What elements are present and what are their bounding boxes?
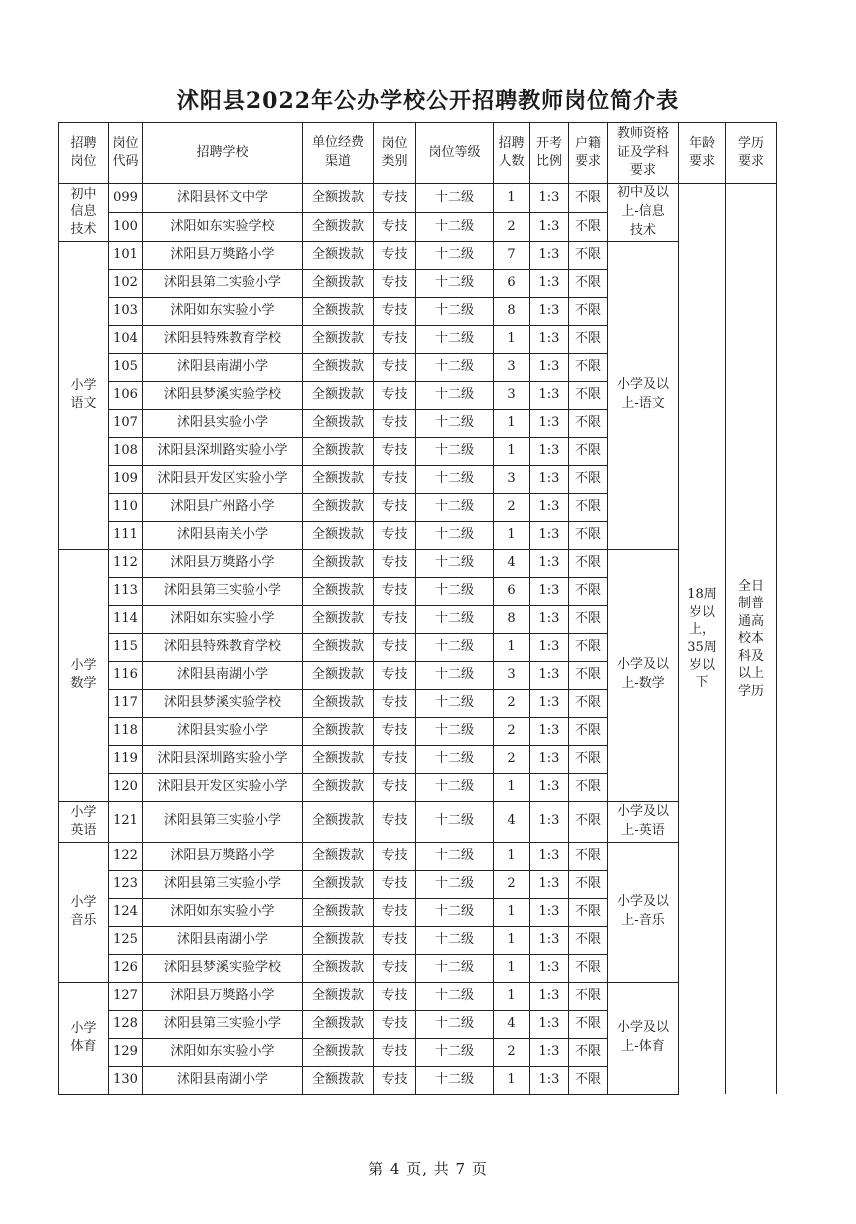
category-cell: 专技 <box>374 325 416 353</box>
school-cell: 沭阳县实验小学 <box>143 409 303 437</box>
count-cell: 2 <box>494 870 530 898</box>
grade-cell: 十二级 <box>416 381 494 409</box>
school-cell: 沭阳县特殊教育学校 <box>143 633 303 661</box>
school-cell: 沭阳县万獎路小学 <box>143 241 303 269</box>
code-cell: 110 <box>109 493 143 521</box>
code-cell: 108 <box>109 437 143 465</box>
count-cell: 1 <box>494 982 530 1010</box>
hukou-cell: 不限 <box>569 801 608 842</box>
school-cell: 沭阳县实验小学 <box>143 717 303 745</box>
count-cell: 3 <box>494 465 530 493</box>
hukou-cell: 不限 <box>569 184 608 213</box>
school-cell: 沭阳如东实验学校 <box>143 212 303 241</box>
category-cell: 专技 <box>374 1010 416 1038</box>
funding-cell: 全额拨款 <box>303 381 374 409</box>
ratio-cell: 1:3 <box>530 325 569 353</box>
code-cell: 120 <box>109 773 143 801</box>
category-cell: 专技 <box>374 269 416 297</box>
funding-cell: 全额拨款 <box>303 437 374 465</box>
grade-cell: 十二级 <box>416 745 494 773</box>
count-cell: 1 <box>494 1066 530 1094</box>
code-cell: 119 <box>109 745 143 773</box>
category-cell: 专技 <box>374 549 416 577</box>
header-age: 年龄要求 <box>679 123 726 184</box>
school-cell: 沭阳县深圳路实验小学 <box>143 437 303 465</box>
grade-cell: 十二级 <box>416 870 494 898</box>
school-cell: 沭阳如东实验小学 <box>143 297 303 325</box>
category-cell: 专技 <box>374 926 416 954</box>
cert-cell: 小学及以上-体育 <box>608 982 679 1094</box>
category-cell: 专技 <box>374 689 416 717</box>
school-cell: 沭阳县深圳路实验小学 <box>143 745 303 773</box>
grade-cell: 十二级 <box>416 521 494 549</box>
category-cell: 专技 <box>374 661 416 689</box>
ratio-cell: 1:3 <box>530 381 569 409</box>
category-cell: 专技 <box>374 353 416 381</box>
grade-cell: 十二级 <box>416 549 494 577</box>
ratio-cell: 1:3 <box>530 212 569 241</box>
header-funding: 单位经费渠道 <box>303 123 374 184</box>
age-cell: 18周岁以上，35周岁以下 <box>679 184 726 1095</box>
ratio-cell: 1:3 <box>530 773 569 801</box>
grade-cell: 十二级 <box>416 437 494 465</box>
category-cell: 专技 <box>374 465 416 493</box>
table-row <box>59 241 777 269</box>
funding-cell: 全额拨款 <box>303 954 374 982</box>
hukou-cell: 不限 <box>569 898 608 926</box>
header-hukou: 户籍要求 <box>569 123 608 184</box>
funding-cell: 全额拨款 <box>303 661 374 689</box>
category-cell: 专技 <box>374 898 416 926</box>
hukou-cell: 不限 <box>569 437 608 465</box>
ratio-cell: 1:3 <box>530 661 569 689</box>
header-category: 岗位类别 <box>374 123 416 184</box>
table-row <box>59 801 777 842</box>
table-header-row <box>59 123 777 184</box>
hukou-cell: 不限 <box>569 493 608 521</box>
grade-cell: 十二级 <box>416 605 494 633</box>
grade-cell: 十二级 <box>416 212 494 241</box>
code-cell: 106 <box>109 381 143 409</box>
category-cell: 专技 <box>374 1038 416 1066</box>
code-cell: 115 <box>109 633 143 661</box>
ratio-cell: 1:3 <box>530 842 569 870</box>
position-cell: 小学音乐 <box>59 842 109 982</box>
position-cell: 小学体育 <box>59 982 109 1094</box>
page-footer: 第 4 页, 共 7 页 <box>368 1160 488 1178</box>
count-cell: 2 <box>494 1038 530 1066</box>
ratio-cell: 1:3 <box>530 521 569 549</box>
school-cell: 沭阳县梦溪实验学校 <box>143 381 303 409</box>
hukou-cell: 不限 <box>569 661 608 689</box>
hukou-cell: 不限 <box>569 577 608 605</box>
ratio-cell: 1:3 <box>530 353 569 381</box>
ratio-cell: 1:3 <box>530 605 569 633</box>
school-cell: 沭阳县怀文中学 <box>143 184 303 213</box>
recruitment-table <box>58 122 777 1095</box>
code-cell: 129 <box>109 1038 143 1066</box>
ratio-cell: 1:3 <box>530 1010 569 1038</box>
ratio-cell: 1:3 <box>530 982 569 1010</box>
ratio-cell: 1:3 <box>530 269 569 297</box>
hukou-cell: 不限 <box>569 717 608 745</box>
category-cell: 专技 <box>374 212 416 241</box>
count-cell: 1 <box>494 926 530 954</box>
hukou-cell: 不限 <box>569 465 608 493</box>
ratio-cell: 1:3 <box>530 717 569 745</box>
category-cell: 专技 <box>374 493 416 521</box>
school-cell: 沭阳县梦溪实验学校 <box>143 954 303 982</box>
funding-cell: 全额拨款 <box>303 297 374 325</box>
count-cell: 3 <box>494 353 530 381</box>
hukou-cell: 不限 <box>569 1038 608 1066</box>
count-cell: 3 <box>494 661 530 689</box>
code-cell: 130 <box>109 1066 143 1094</box>
code-cell: 101 <box>109 241 143 269</box>
code-cell: 124 <box>109 898 143 926</box>
count-cell: 1 <box>494 184 530 213</box>
category-cell: 专技 <box>374 954 416 982</box>
school-cell: 沭阳县第三实验小学 <box>143 870 303 898</box>
ratio-cell: 1:3 <box>530 633 569 661</box>
cert-cell: 小学及以上-音乐 <box>608 842 679 982</box>
code-cell: 113 <box>109 577 143 605</box>
count-cell: 1 <box>494 437 530 465</box>
grade-cell: 十二级 <box>416 465 494 493</box>
grade-cell: 十二级 <box>416 954 494 982</box>
grade-cell: 十二级 <box>416 926 494 954</box>
funding-cell: 全额拨款 <box>303 465 374 493</box>
school-cell: 沭阳县南湖小学 <box>143 1066 303 1094</box>
count-cell: 1 <box>494 773 530 801</box>
count-cell: 4 <box>494 1010 530 1038</box>
school-cell: 沭阳县南湖小学 <box>143 661 303 689</box>
hukou-cell: 不限 <box>569 325 608 353</box>
code-cell: 109 <box>109 465 143 493</box>
code-cell: 100 <box>109 212 143 241</box>
hukou-cell: 不限 <box>569 773 608 801</box>
hukou-cell: 不限 <box>569 409 608 437</box>
count-cell: 4 <box>494 549 530 577</box>
category-cell: 专技 <box>374 842 416 870</box>
cert-cell: 小学及以上-语文 <box>608 241 679 549</box>
funding-cell: 全额拨款 <box>303 1010 374 1038</box>
funding-cell: 全额拨款 <box>303 842 374 870</box>
code-cell: 112 <box>109 549 143 577</box>
hukou-cell: 不限 <box>569 1066 608 1094</box>
school-cell: 沭阳县第三实验小学 <box>143 801 303 842</box>
school-cell: 沭阳县万獎路小学 <box>143 842 303 870</box>
funding-cell: 全额拨款 <box>303 898 374 926</box>
grade-cell: 十二级 <box>416 297 494 325</box>
category-cell: 专技 <box>374 521 416 549</box>
code-cell: 126 <box>109 954 143 982</box>
hukou-cell: 不限 <box>569 521 608 549</box>
code-cell: 107 <box>109 409 143 437</box>
hukou-cell: 不限 <box>569 269 608 297</box>
grade-cell: 十二级 <box>416 353 494 381</box>
school-cell: 沭阳县开发区实验小学 <box>143 465 303 493</box>
grade-cell: 十二级 <box>416 689 494 717</box>
grade-cell: 十二级 <box>416 633 494 661</box>
funding-cell: 全额拨款 <box>303 521 374 549</box>
funding-cell: 全额拨款 <box>303 353 374 381</box>
grade-cell: 十二级 <box>416 325 494 353</box>
grade-cell: 十二级 <box>416 577 494 605</box>
grade-cell: 十二级 <box>416 409 494 437</box>
header-school: 招聘学校 <box>143 123 303 184</box>
funding-cell: 全额拨款 <box>303 241 374 269</box>
code-cell: 102 <box>109 269 143 297</box>
count-cell: 3 <box>494 381 530 409</box>
ratio-cell: 1:3 <box>530 297 569 325</box>
count-cell: 2 <box>494 689 530 717</box>
count-cell: 8 <box>494 605 530 633</box>
code-cell: 104 <box>109 325 143 353</box>
ratio-cell: 1:3 <box>530 689 569 717</box>
code-cell: 116 <box>109 661 143 689</box>
hukou-cell: 不限 <box>569 842 608 870</box>
code-cell: 127 <box>109 982 143 1010</box>
grade-cell: 十二级 <box>416 1010 494 1038</box>
count-cell: 2 <box>494 493 530 521</box>
funding-cell: 全额拨款 <box>303 269 374 297</box>
ratio-cell: 1:3 <box>530 437 569 465</box>
ratio-cell: 1:3 <box>530 926 569 954</box>
ratio-cell: 1:3 <box>530 870 569 898</box>
hukou-cell: 不限 <box>569 689 608 717</box>
count-cell: 2 <box>494 745 530 773</box>
funding-cell: 全额拨款 <box>303 409 374 437</box>
header-position: 招聘岗位 <box>59 123 109 184</box>
grade-cell: 十二级 <box>416 269 494 297</box>
school-cell: 沭阳如东实验小学 <box>143 1038 303 1066</box>
hukou-cell: 不限 <box>569 353 608 381</box>
category-cell: 专技 <box>374 437 416 465</box>
count-cell: 1 <box>494 633 530 661</box>
position-cell: 小学英语 <box>59 801 109 842</box>
grade-cell: 十二级 <box>416 717 494 745</box>
category-cell: 专技 <box>374 773 416 801</box>
page-title: 沭阳县2022年公办学校公开招聘教师岗位简介表 <box>176 88 680 114</box>
category-cell: 专技 <box>374 577 416 605</box>
hukou-cell: 不限 <box>569 982 608 1010</box>
code-cell: 099 <box>109 184 143 213</box>
category-cell: 专技 <box>374 605 416 633</box>
funding-cell: 全额拨款 <box>303 549 374 577</box>
grade-cell: 十二级 <box>416 184 494 213</box>
code-cell: 103 <box>109 297 143 325</box>
count-cell: 6 <box>494 269 530 297</box>
funding-cell: 全额拨款 <box>303 493 374 521</box>
hukou-cell: 不限 <box>569 212 608 241</box>
count-cell: 1 <box>494 898 530 926</box>
grade-cell: 十二级 <box>416 982 494 1010</box>
category-cell: 专技 <box>374 409 416 437</box>
school-cell: 沭阳县开发区实验小学 <box>143 773 303 801</box>
funding-cell: 全额拨款 <box>303 633 374 661</box>
funding-cell: 全额拨款 <box>303 212 374 241</box>
grade-cell: 十二级 <box>416 801 494 842</box>
code-cell: 111 <box>109 521 143 549</box>
hukou-cell: 不限 <box>569 926 608 954</box>
school-cell: 沭阳县特殊教育学校 <box>143 325 303 353</box>
funding-cell: 全额拨款 <box>303 1038 374 1066</box>
table-row <box>59 184 777 213</box>
ratio-cell: 1:3 <box>530 1038 569 1066</box>
ratio-cell: 1:3 <box>530 409 569 437</box>
ratio-cell: 1:3 <box>530 1066 569 1094</box>
hukou-cell: 不限 <box>569 241 608 269</box>
count-cell: 1 <box>494 842 530 870</box>
header-cert: 教师资格证及学科要求 <box>608 123 679 184</box>
count-cell: 2 <box>494 717 530 745</box>
hukou-cell: 不限 <box>569 745 608 773</box>
category-cell: 专技 <box>374 1066 416 1094</box>
school-cell: 沭阳县南湖小学 <box>143 353 303 381</box>
funding-cell: 全额拨款 <box>303 325 374 353</box>
category-cell: 专技 <box>374 633 416 661</box>
funding-cell: 全额拨款 <box>303 745 374 773</box>
ratio-cell: 1:3 <box>530 465 569 493</box>
ratio-cell: 1:3 <box>530 745 569 773</box>
hukou-cell: 不限 <box>569 381 608 409</box>
funding-cell: 全额拨款 <box>303 982 374 1010</box>
position-cell: 小学语文 <box>59 241 109 549</box>
code-cell: 114 <box>109 605 143 633</box>
school-cell: 沭阳县万獎路小学 <box>143 549 303 577</box>
ratio-cell: 1:3 <box>530 898 569 926</box>
category-cell: 专技 <box>374 982 416 1010</box>
funding-cell: 全额拨款 <box>303 184 374 213</box>
ratio-cell: 1:3 <box>530 577 569 605</box>
code-cell: 125 <box>109 926 143 954</box>
grade-cell: 十二级 <box>416 773 494 801</box>
code-cell: 105 <box>109 353 143 381</box>
header-grade: 岗位等级 <box>416 123 494 184</box>
count-cell: 2 <box>494 212 530 241</box>
table-row <box>59 842 777 870</box>
cert-cell: 初中及以上-信息技术 <box>608 184 679 242</box>
school-cell: 沭阳县万獎路小学 <box>143 982 303 1010</box>
ratio-cell: 1:3 <box>530 493 569 521</box>
category-cell: 专技 <box>374 745 416 773</box>
count-cell: 1 <box>494 409 530 437</box>
count-cell: 1 <box>494 954 530 982</box>
school-cell: 沭阳县第三实验小学 <box>143 1010 303 1038</box>
count-cell: 4 <box>494 801 530 842</box>
table-row <box>59 982 777 1010</box>
count-cell: 6 <box>494 577 530 605</box>
ratio-cell: 1:3 <box>530 184 569 213</box>
funding-cell: 全额拨款 <box>303 689 374 717</box>
header-code: 岗位代码 <box>109 123 143 184</box>
code-cell: 128 <box>109 1010 143 1038</box>
category-cell: 专技 <box>374 801 416 842</box>
category-cell: 专技 <box>374 184 416 213</box>
school-cell: 沭阳县梦溪实验学校 <box>143 689 303 717</box>
table-row <box>59 549 777 577</box>
school-cell: 沭阳如东实验小学 <box>143 898 303 926</box>
code-cell: 121 <box>109 801 143 842</box>
funding-cell: 全额拨款 <box>303 577 374 605</box>
hukou-cell: 不限 <box>569 1010 608 1038</box>
edu-cell: 全日制普通高校本科及以上学历 <box>726 184 777 1095</box>
code-cell: 118 <box>109 717 143 745</box>
funding-cell: 全额拨款 <box>303 1066 374 1094</box>
cert-cell: 小学及以上-数学 <box>608 549 679 801</box>
category-cell: 专技 <box>374 870 416 898</box>
category-cell: 专技 <box>374 297 416 325</box>
count-cell: 1 <box>494 521 530 549</box>
count-cell: 1 <box>494 325 530 353</box>
funding-cell: 全额拨款 <box>303 870 374 898</box>
hukou-cell: 不限 <box>569 549 608 577</box>
grade-cell: 十二级 <box>416 1038 494 1066</box>
hukou-cell: 不限 <box>569 870 608 898</box>
school-cell: 沭阳县第三实验小学 <box>143 577 303 605</box>
count-cell: 8 <box>494 297 530 325</box>
header-edu: 学历要求 <box>726 123 777 184</box>
ratio-cell: 1:3 <box>530 549 569 577</box>
funding-cell: 全额拨款 <box>303 926 374 954</box>
grade-cell: 十二级 <box>416 493 494 521</box>
grade-cell: 十二级 <box>416 1066 494 1094</box>
ratio-cell: 1:3 <box>530 801 569 842</box>
funding-cell: 全额拨款 <box>303 801 374 842</box>
category-cell: 专技 <box>374 717 416 745</box>
ratio-cell: 1:3 <box>530 954 569 982</box>
header-count: 招聘人数 <box>494 123 530 184</box>
funding-cell: 全额拨款 <box>303 717 374 745</box>
hukou-cell: 不限 <box>569 633 608 661</box>
school-cell: 沭阳县第二实验小学 <box>143 269 303 297</box>
hukou-cell: 不限 <box>569 954 608 982</box>
header-ratio: 开考比例 <box>530 123 569 184</box>
funding-cell: 全额拨款 <box>303 605 374 633</box>
grade-cell: 十二级 <box>416 898 494 926</box>
position-cell: 初中信息技术 <box>59 184 109 242</box>
position-cell: 小学数学 <box>59 549 109 801</box>
code-cell: 122 <box>109 842 143 870</box>
school-cell: 沭阳县广州路小学 <box>143 493 303 521</box>
code-cell: 123 <box>109 870 143 898</box>
cert-cell: 小学及以上-英语 <box>608 801 679 842</box>
grade-cell: 十二级 <box>416 661 494 689</box>
hukou-cell: 不限 <box>569 605 608 633</box>
ratio-cell: 1:3 <box>530 241 569 269</box>
category-cell: 专技 <box>374 381 416 409</box>
school-cell: 沭阳县南湖小学 <box>143 926 303 954</box>
school-cell: 沭阳县南关小学 <box>143 521 303 549</box>
code-cell: 117 <box>109 689 143 717</box>
count-cell: 7 <box>494 241 530 269</box>
grade-cell: 十二级 <box>416 842 494 870</box>
hukou-cell: 不限 <box>569 297 608 325</box>
school-cell: 沭阳如东实验小学 <box>143 605 303 633</box>
grade-cell: 十二级 <box>416 241 494 269</box>
funding-cell: 全额拨款 <box>303 773 374 801</box>
category-cell: 专技 <box>374 241 416 269</box>
